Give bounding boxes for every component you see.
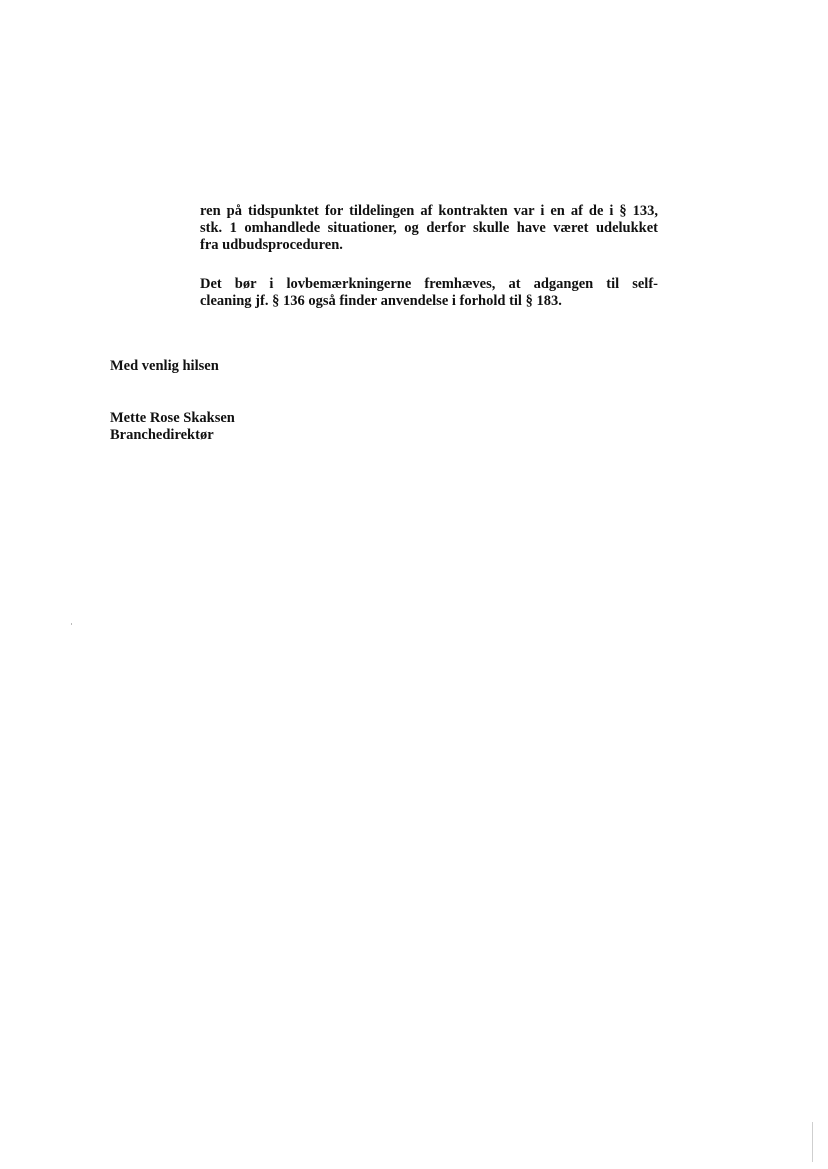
signature-title: Branchedirektør (110, 427, 214, 443)
paragraph-1-line-1: ren på tidspunktet for tildelingen af kontrakten var i en af de i § 133, (200, 203, 658, 219)
paragraph-2-line-2: cleaning jf. § 136 også finder anvendelse i forhold til § 183. (200, 293, 562, 309)
paragraph-1-line-3: fra udbudsproceduren. (200, 237, 343, 253)
body-paragraph-2 (200, 276, 658, 310)
closing-greeting: Med venlig hilsen (110, 358, 219, 374)
scan-speck (71, 623, 72, 625)
body-paragraph-1 (200, 203, 658, 254)
paragraph-2-line-1: Det bør i lovbemærkningerne fremhæves, at adgangen til self- (200, 276, 658, 292)
paragraph-1-line-2: stk. 1 omhandlede situationer, og derfor skulle have været udelukket (200, 220, 658, 236)
scan-edge-line (812, 1122, 813, 1162)
signature-name: Mette Rose Skaksen (110, 410, 235, 426)
